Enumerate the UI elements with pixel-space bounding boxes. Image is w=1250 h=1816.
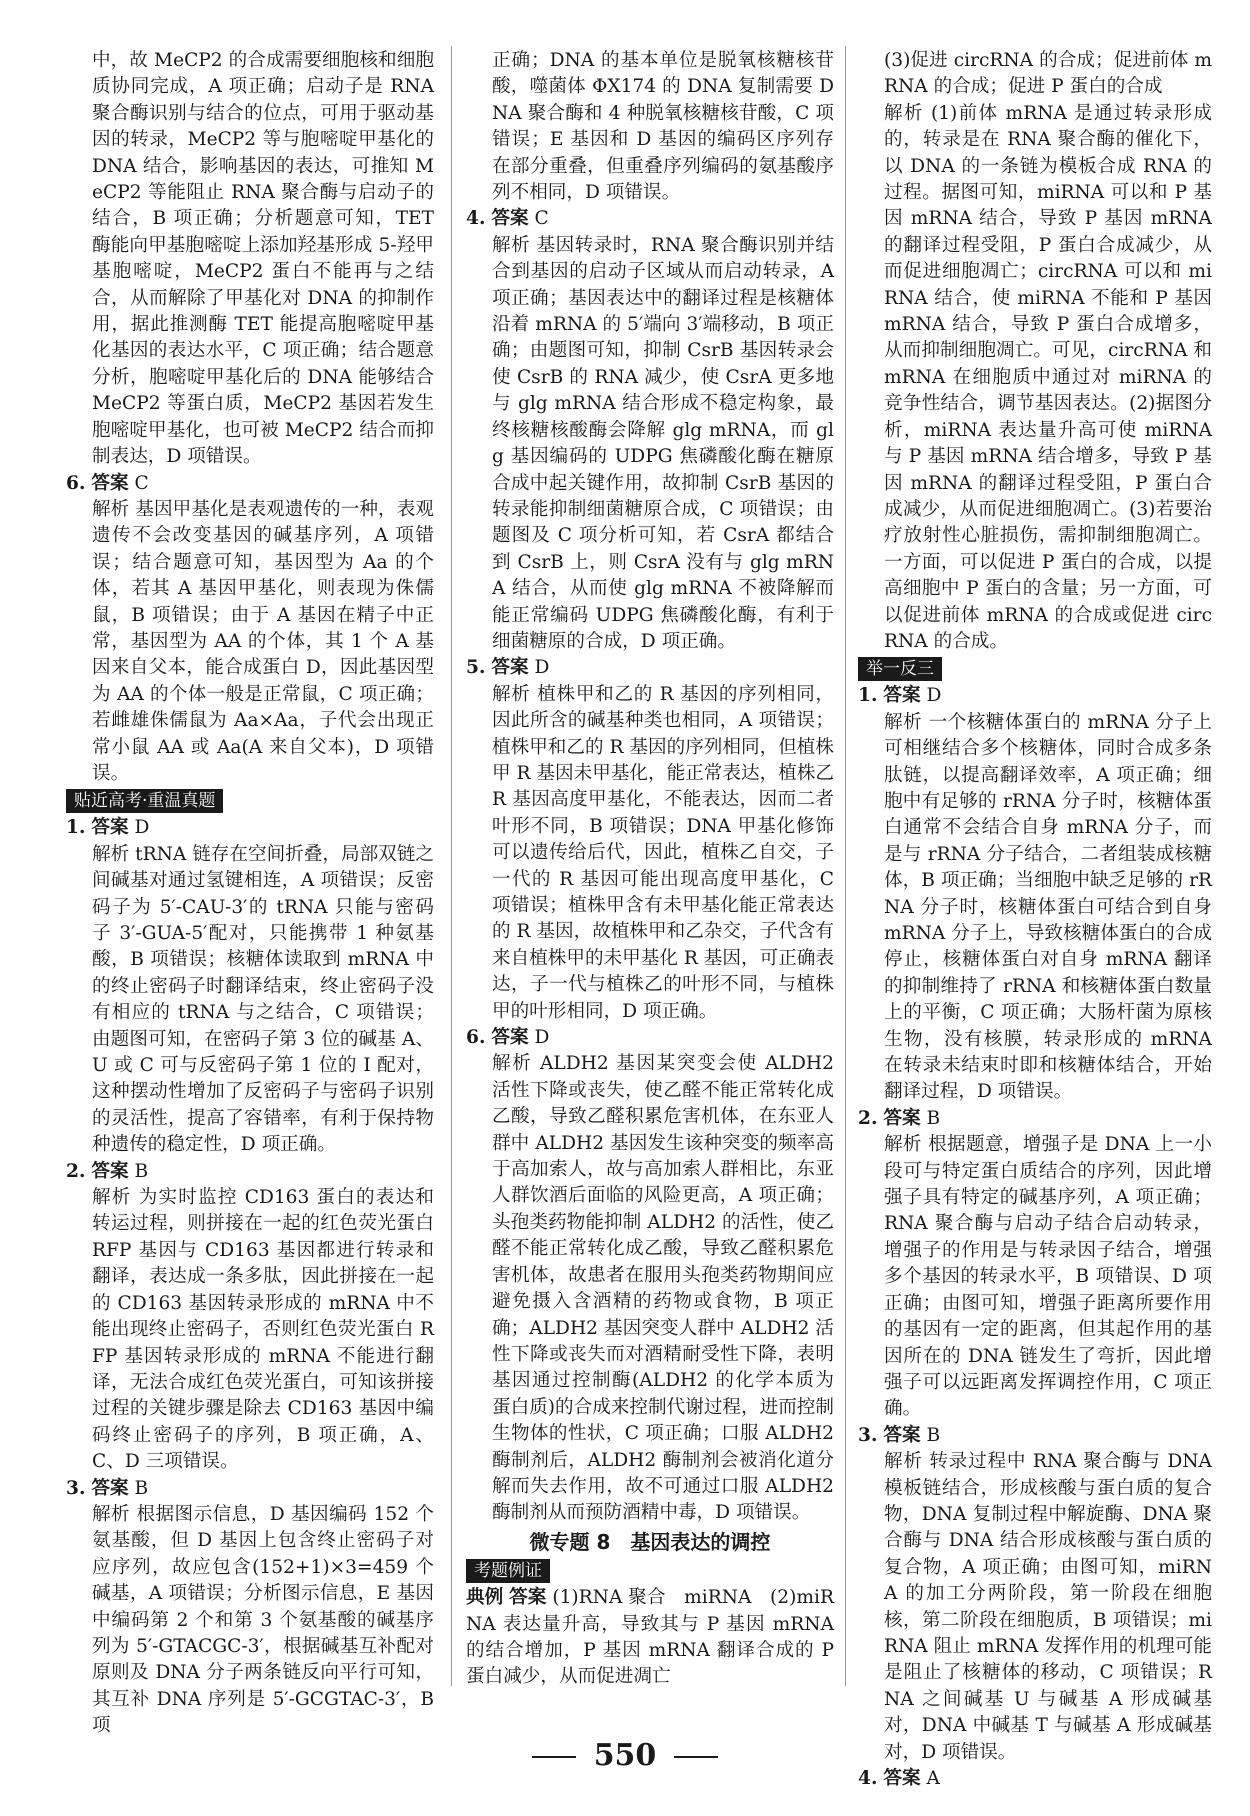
- footer-dash: [674, 1756, 718, 1758]
- item-number: 5.: [466, 657, 486, 679]
- answer-item-1: [858, 683, 1212, 709]
- column-middle: [466, 48, 834, 1691]
- column-divider: [845, 46, 846, 1686]
- analysis-text: 根据题意，增强子是 DNA 上一小段可与特定蛋白质结合的序列，因此增强子具有特定的碱基序列，A 项正确；RNA 聚合酶与启动子结合启动转录，增强子的作用是与转录因子结合，增强多个基因的转录水平，B 项错误、D 项正确；由图可知，增强子距离所要作用的基因有一定的距离，但其起作用的基因所在的 DNA 链发生了弯折，因此增强子可以远距离发挥调控作用，C 项正确。: [884, 1134, 1212, 1420]
- paragraph: 中，故 MeCP2 的合成需要细胞核和细胞质协同完成，A 项正确；启动子是 RNA 聚合酶识别与结合的位点，可用于驱动基因的转录，MeCP2 等与胞嘧啶甲基化的 DNA 结合，影响基因的表达，可推知 MeCP2 等能阻止 RNA 聚合酶与启动子的结合，B 项正确；分析题意可知，TET 酶能向甲基胞嘧啶上添加羟基形成 5-羟甲基胞嘧啶，MeCP2 蛋白不能再与之结合，从而解除了甲基化对 DNA 的抑制作用，据此推测酶 TET 能提高胞嘧啶甲基化基因的表达水平，C 项正确；结合题意分析，胞嘧啶甲基化后的 DNA 能够结合 MeCP2 等蛋白质，MeCP2 基因若发生胞嘧啶甲基化，也可被 MeCP2 结合而抑制表达，D 项错误。: [92, 50, 434, 468]
- analysis: [858, 1449, 1212, 1766]
- answer-value: (1)RNA 聚合 miRNA (2)miRNA 表达量升高，导致其与 P 基因 mRNA 的结合增加，P 基因 mRNA 翻译合成的 P 蛋白减少，从而促进凋亡: [466, 1587, 834, 1688]
- item-number: 1.: [66, 817, 86, 839]
- analysis-label: 解析: [884, 102, 924, 124]
- answer-label: 答案: [91, 1477, 129, 1499]
- column-divider: [451, 46, 452, 1686]
- answer-value: D: [926, 685, 942, 707]
- answer-label: 答案: [491, 208, 529, 230]
- analysis-text: 一个核糖体蛋白的 mRNA 分子上可相继结合多个核糖体，同时合成多条肽链，以提高翻译效率，A 项正确；细胞中有足够的 rRNA 分子时，核糖体蛋白通常不会结合自身 mRNA 分子，而是与 rRNA 分子结合，二者组装成核糖体，B 项正确；当细胞中缺乏足够的 rRNA 分子时，核糖体蛋白可结合到自身 mRNA 分子上，导致核糖体蛋白的合成停止，核糖体蛋白对自身 mRNA 翻译的抑制维持了 rRNA 和核糖体蛋白数量上的平衡，C 项正确；大肠杆菌为原核生物，没有核膜，转录形成的 mRNA 在转录未结束时即和核糖体结合，开始翻译过程，D 项错误。: [884, 711, 1212, 1103]
- section-heading: 贴近高考·重温真题: [66, 789, 223, 813]
- analysis: [858, 710, 1212, 1106]
- analysis-text: (1)前体 mRNA 是通过转录形成的，转录是在 RNA 聚合酶的催化下，以 DNA 的一条链为模板合成 RNA 的过程。据图可知，miRNA 可以和 P 基因 mRNA 结合，导致 P 基因 mRNA 的翻译过程受阻，P 蛋白合成减少，从而促进细胞凋亡；circRNA 可以和 miRNA 结合，使 miRNA 不能和 P 基因 mRNA 结合，导致 P 蛋白合成增多，从而抑制细胞凋亡。可见，circRNA 和 mRNA 在细胞质中通过对 miRNA 的竞争性结合，调节基因表达。(2)据图分析，miRNA 表达量升高可使 miRNA 与 P 基因 mRNA 结合增多，导致 P 基因 mRNA 的翻译过程受阻，P 蛋白合成减少，从而促进细胞凋亡。(3)若要治疗放射性心脏损伤，需抑制细胞凋亡。一方面，可以促进 P 蛋白的合成，以提高细胞中 P 蛋白的含量；另一方面，可以促进前体 mRNA 的合成或促进 circRNA 的合成。: [884, 102, 1212, 652]
- analysis-text: 根据图示信息，D 基因编码 152 个氨基酸，但 D 基因上包含终止密码子对应序列，故应包含(152+1)×3=459 个碱基，A 项错误；分析图示信息，E 基因中编码第 2 个和第 3 个氨基酸的碱基序列为 5′-GTACGC-3′，根据碱基互补配对原则及 DNA 分子两条链反向平行可知，其互补 DNA 序列是 5′-GCGTAC-3′，B 项: [92, 1503, 434, 1737]
- answer-value: B: [926, 1424, 941, 1446]
- answer-value: A: [926, 1768, 940, 1789]
- answer-label: 答案: [509, 1587, 547, 1609]
- answer-value: C: [534, 208, 549, 230]
- analysis-text: ALDH2 基因某突变会使 ALDH2 活性下降或丧失，使乙醛不能正常转化成乙酸，导致乙醛积累危害机体，在东亚人群中 ALDH2 基因发生该种突变的频率高于高加索人，故与高加索人群相比，东亚人群饮酒后面临的风险更高，A 项正确；头孢类药物能抑制 ALDH2 的活性，使乙醛不能正常转化成乙酸，导致乙醛积累危害机体，故患者在服用头孢类药物期间应避免摄入含酒精的药物或食物，B 项正确；ALDH2 基因突变人群中 ALDH2 活性下降或丧失而对酒精耐受性下降，表明基因通过控制酶(ALDH2 的化学本质为蛋白质)的合成来控制代谢过程，进而控制生物体的性状，C 项正确；口服 ALDH2 酶制剂后，ALDH2 酶制剂会被消化道分解而失去作用，故不可通过口服 ALDH2 酶制剂从而预防酒精中毒，D 项错误。: [492, 1053, 834, 1524]
- paragraph: 正确；DNA 的基本单位是脱氧核糖核苷酸，噬菌体 ΦX174 的 DNA 复制需要 DNA 聚合酶和 4 种脱氧核糖核苷酸，C 项错误；E 基因和 D 基因的编码区序列存在部分重叠，但重叠序列编码的氨基酸序列不相同，D 项错误。: [492, 50, 834, 204]
- page-footer: [0, 1738, 1250, 1773]
- analysis: [466, 1051, 834, 1526]
- analysis: [858, 1132, 1212, 1422]
- answer-value: C: [134, 472, 149, 494]
- answer-item-5: [466, 655, 834, 681]
- answer-value: B: [134, 1477, 149, 1499]
- analysis-label: 解析: [92, 843, 130, 865]
- column-left: [66, 48, 434, 1740]
- analysis: [66, 1502, 434, 1740]
- answer-value: B: [926, 1107, 941, 1129]
- answer-label: 答案: [91, 472, 129, 494]
- answer-item-2: [66, 1159, 434, 1185]
- analysis-text: 基因转录时，RNA 聚合酶识别并结合到基因的启动子区域从而启动转录，A 项正确；基因表达中的翻译过程是核糖体沿着 mRNA 的 5′端向 3′端移动，B 项正确；由题图可知，抑制 CsrB 基因转录会使 CsrB 的 RNA 减少，使 CsrA 更多地与 glg mRNA 结合形成不稳定构象，最终核糖核酸酶会降解 glg mRNA，而 glg 基因编码的 UDPG 焦磷酸化酶在糖原合成中起关键作用，故抑制 CsrB 基因的转录能抑制细菌糖原合成，C 项错误；由题图及 C 项分析可知，若 CsrA 都结合到 CsrB 上，则 CsrA 没有与 glg mRNA 结合，从而使 glg mRNA 不被降解而能正常编码 UDPG 焦磷酸化酶，有利于细菌糖原的合成，D 项正确。: [492, 234, 834, 652]
- analysis: [466, 233, 834, 656]
- analysis: [466, 682, 834, 1025]
- answer-label: 答案: [883, 1424, 921, 1446]
- answer-label: 答案: [883, 1107, 921, 1129]
- answer-item-3: [858, 1423, 1212, 1449]
- section-heading: 考题例证: [466, 1559, 550, 1583]
- answer-label: 答案: [491, 657, 529, 679]
- answer-item-6: [66, 471, 434, 497]
- answer-item-6: [466, 1025, 834, 1051]
- analysis-label: 解析: [884, 1134, 922, 1156]
- answer-label: 答案: [883, 685, 921, 707]
- analysis-label: 解析: [492, 1053, 533, 1075]
- paragraph: (3)促进 circRNA 的合成；促进前体 mRNA 的合成；促进 P 蛋白的合成: [884, 50, 1212, 98]
- analysis-label: 解析: [884, 711, 923, 733]
- item-number: 3.: [858, 1424, 878, 1446]
- example-label: 典例: [466, 1587, 504, 1609]
- answer-label: 答案: [91, 1160, 129, 1182]
- analysis-label: 解析: [884, 1451, 923, 1473]
- analysis: [858, 101, 1212, 656]
- analysis-text: 转录过程中 RNA 聚合酶与 DNA 模板链结合，形成核酸与蛋白质的复合物，DNA 复制过程中解旋酶、DNA 聚合酶与 DNA 结合形成核酸与蛋白质的复合物，A 项正确；由图可知，miRNA 的加工分两阶段，第一阶段在细胞核，第二阶段在细胞质，B 项错误；miRNA 阻止 mRNA 发挥作用的机理可能是阻止了核糖体的移动，C 项错误；RNA 之间碱基 U 与碱基 A 形成碱基对，DNA 中碱基 T 与碱基 A 形成碱基对，D 项错误。: [884, 1451, 1212, 1763]
- analysis-text: tRNA 链存在空间折叠，局部双链之间碱基对通过氢键相连，A 项错误；反密码子为 5′-CAU-3′的 tRNA 只能与密码子 3′-GUA-5′配对，只能携带 1 种氨基酸，B 项错误；核糖体读取到 mRNA 中的终止密码子时翻译结束，终止密码子没有相应的 tRNA 与之结合，C 项错误；由题图可知，在密码子第 3 位的碱基 A、U 或 C 可与反密码子第 1 位的 I 配对，这种摆动性增加了反密码子与密码子识别的灵活性，提高了容错率，有利于保持物种遗传的稳定性，D 项正确。: [92, 843, 434, 1156]
- footer-dash: [532, 1756, 576, 1758]
- answer-value: D: [134, 817, 150, 839]
- analysis-text: 植株甲和乙的 R 基因的序列相同，因此所含的碱基种类也相同，A 项错误；植株甲和乙的 R 基因的序列相同，但植株甲 R 基因未甲基化，能正常表达，植株乙 R 基因高度甲基化，不能表达，因而二者叶形不同，B 项错误；DNA 甲基化修饰可以遗传给后代，因此，植株乙自交，子一代的 R 基因可能出现高度甲基化，C 项错误；植株甲含有未甲基化能正常表达的 R 基因，故植株甲和乙杂交，子代含有来自植株甲的未甲基化 R 基因，可正确表达，子一代与植株乙的叶形不同，与植株甲的叶形相同，D 项正确。: [492, 683, 834, 1022]
- analysis-text: 基因甲基化是表观遗传的一种，表观遗传不会改变基因的碱基序列，A 项错误；结合题意可知，基因型为 Aa 的个体，若其 A 基因甲基化，则表现为侏儒鼠，B 项错误；由于 A 基因在精子中正常，基因型为 AA 的个体，其 1 个 A 基因来自父本，能合成蛋白 D，因此基因型为 AA 的个体一般是正常鼠，C 项正确；若雌雄侏儒鼠为 Aa×Aa，子代会出现正常小鼠 AA 或 Aa(A 来自父本)，D 项错误。: [92, 498, 434, 784]
- analysis-text: 为实时监控 CD163 蛋白的表达和转运过程，则拼接在一起的红色荧光蛋白 RFP 基因与 CD163 基因都进行转录和翻译，表达成一条多肽，因此拼接在一起的 CD163 基因转录形成的 mRNA 中不能出现终止密码子，否则红色荧光蛋白 RFP 基因转录形成的 mRNA 不能进行翻译，无法合成红色荧光蛋白，可知该拼接过程的关键步骤是除去 CD163 基因中编码终止密码子的序列，B 项正确，A、C、D 三项错误。: [92, 1187, 434, 1473]
- item-number: 4.: [858, 1768, 878, 1789]
- answer-item-1: [66, 815, 434, 841]
- example-item: [466, 1585, 834, 1691]
- section-heading: 举一反三: [858, 657, 942, 681]
- answer-label: 答案: [491, 1027, 529, 1049]
- item-number: 2.: [66, 1160, 86, 1182]
- page-number: 550: [593, 1738, 657, 1773]
- item-number: 6.: [66, 472, 86, 494]
- analysis: [66, 842, 434, 1159]
- analysis-label: 解析: [92, 498, 130, 520]
- answer-label: 答案: [91, 817, 129, 839]
- analysis: [66, 1185, 434, 1475]
- topic-title: 微专题 8 基因表达的调控: [529, 1529, 771, 1554]
- column-right: [858, 48, 1212, 1792]
- item-number: 3.: [66, 1477, 86, 1499]
- analysis-label: 解析: [92, 1187, 132, 1209]
- answer-label: 答案: [883, 1768, 921, 1789]
- item-number: 6.: [466, 1027, 486, 1049]
- item-number: 2.: [858, 1107, 878, 1129]
- item-number: 1.: [858, 685, 878, 707]
- answer-value: D: [534, 657, 550, 679]
- analysis-label: 解析: [492, 683, 531, 705]
- analysis-label: 解析: [92, 1503, 131, 1525]
- answer-value: D: [534, 1027, 550, 1049]
- analysis-label: 解析: [492, 234, 531, 256]
- item-number: 4.: [466, 208, 486, 230]
- answer-item-3: [66, 1476, 434, 1502]
- answer-item-4: [466, 206, 834, 232]
- answer-item-2: [858, 1106, 1212, 1132]
- answer-value: B: [134, 1160, 149, 1182]
- analysis: [66, 497, 434, 787]
